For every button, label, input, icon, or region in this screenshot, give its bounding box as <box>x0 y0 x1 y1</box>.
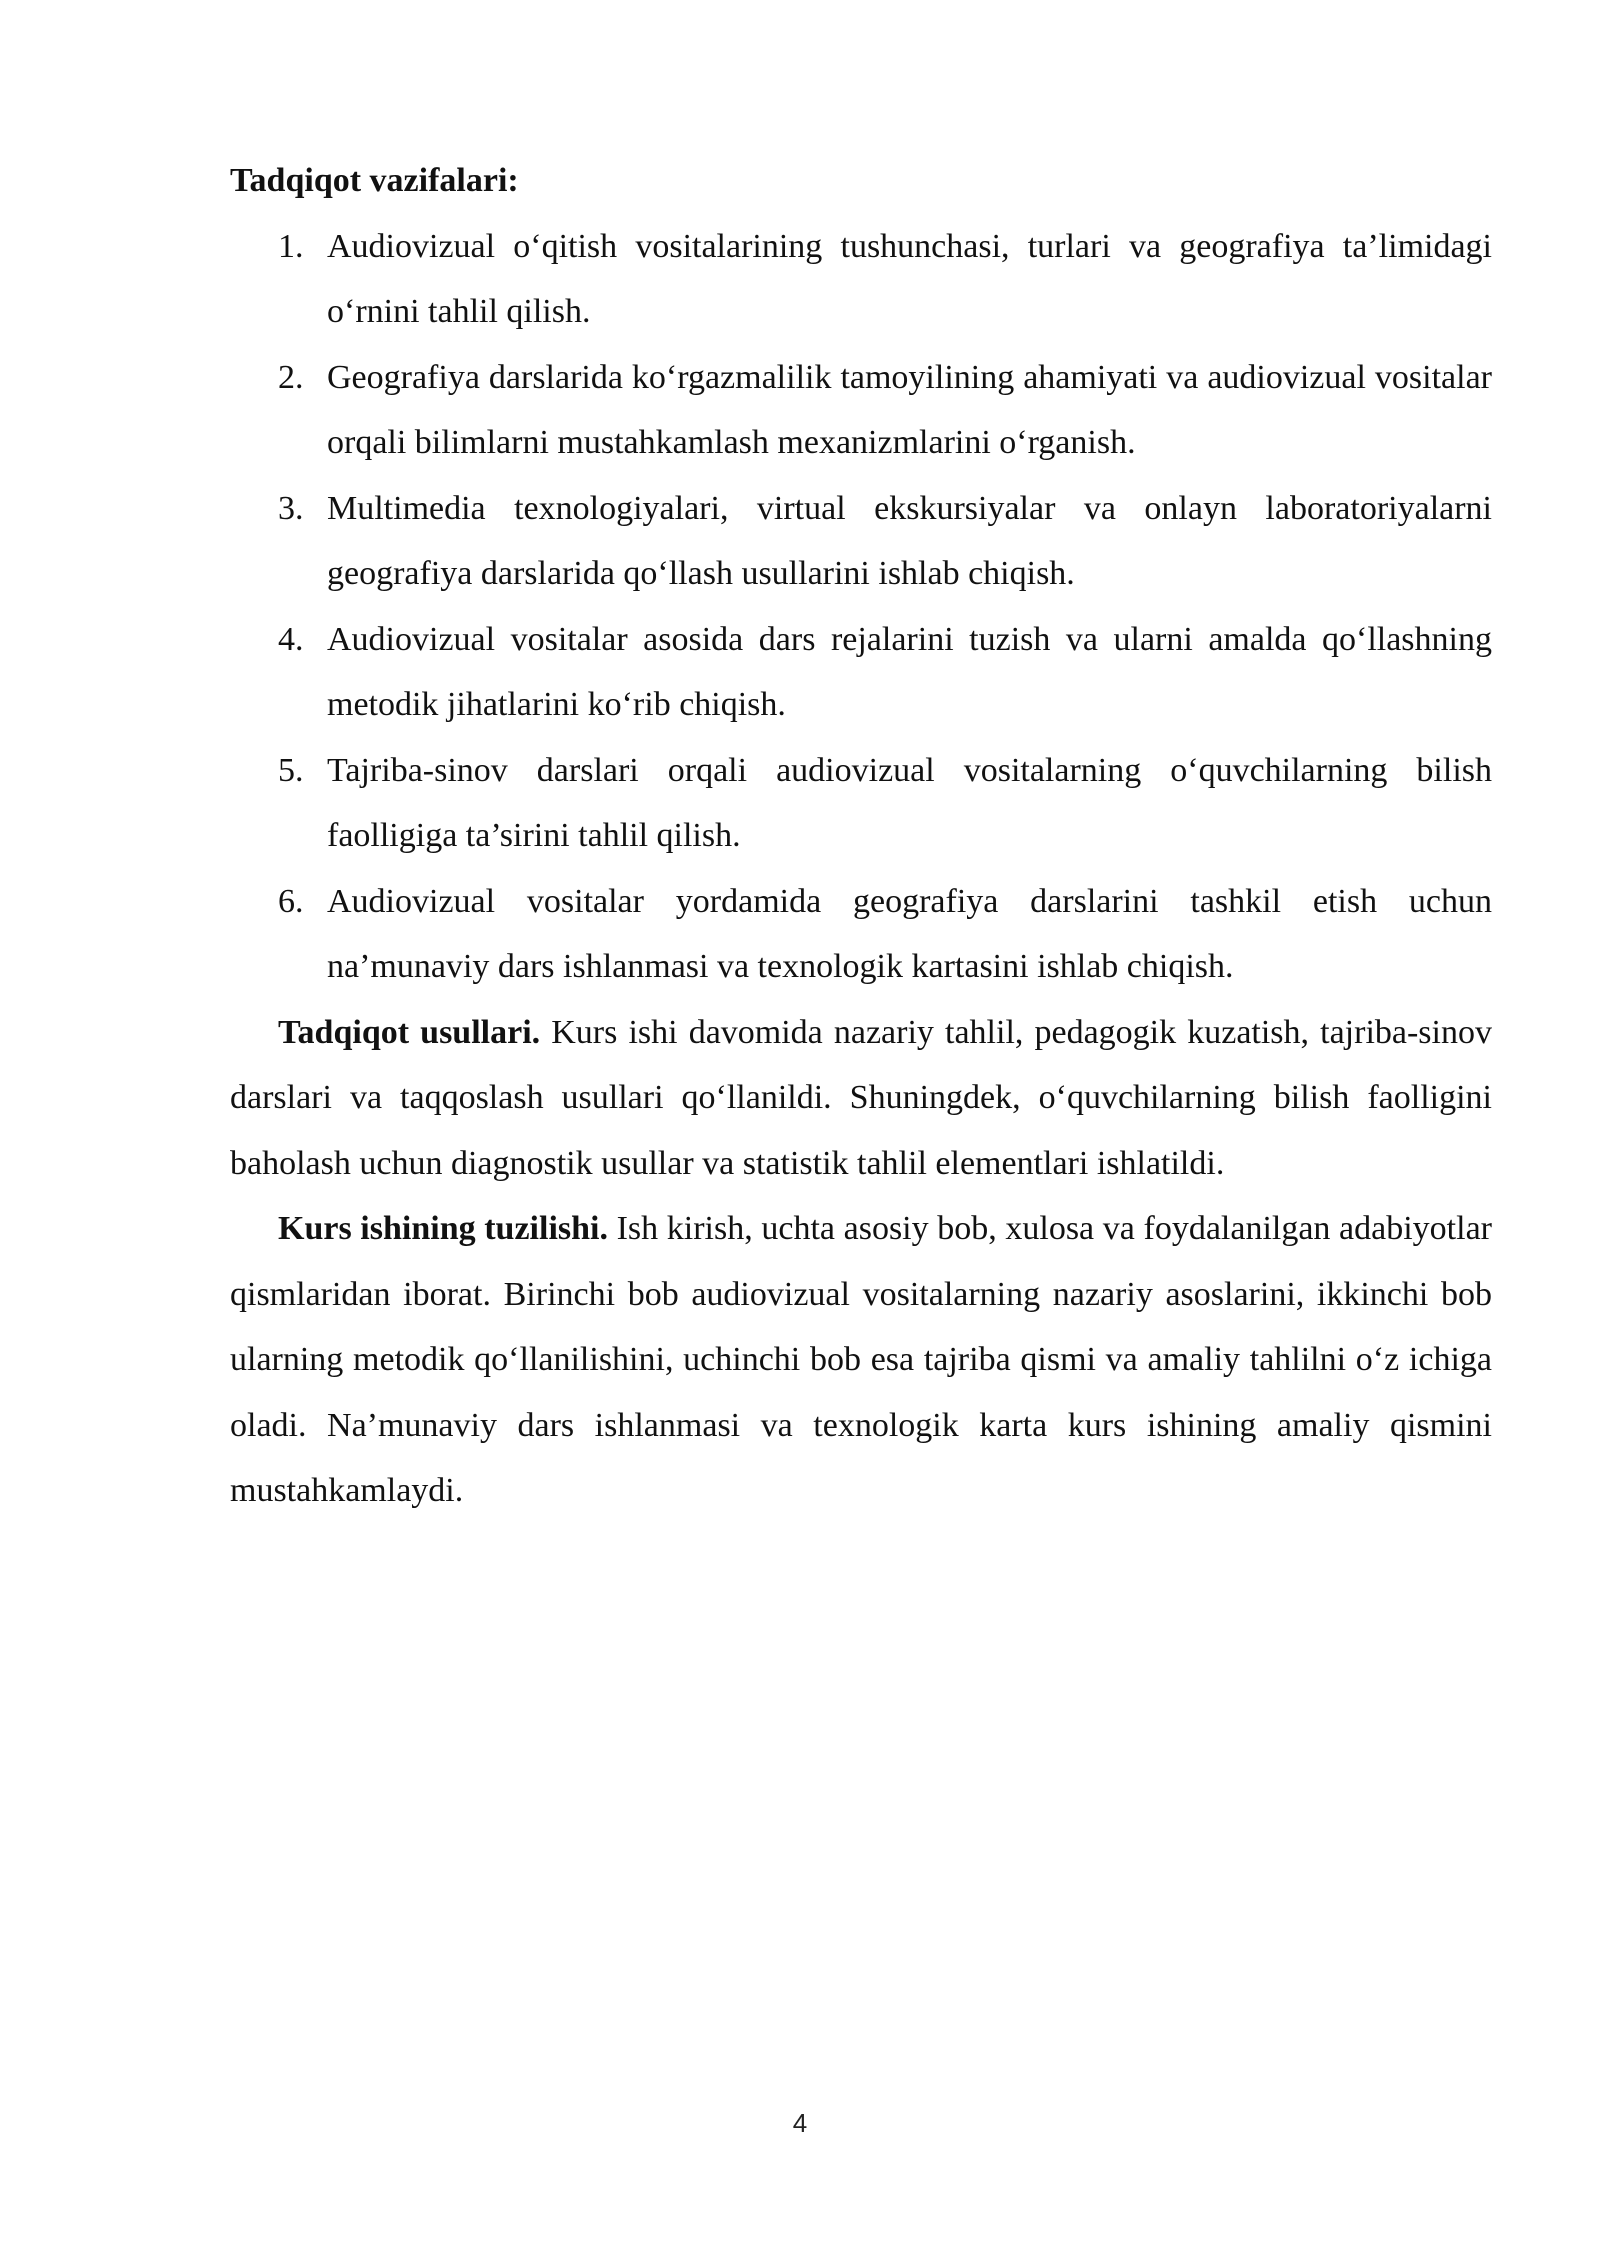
list-item-text: Multimedia texnologiyalari, virtual ekskursiyalar va onlayn laboratoriyalarni geografiya darslarida qo‘llash usullarini ishlab chiqish. <box>327 489 1492 592</box>
list-item <box>230 476 1492 607</box>
list-item-number: 3. <box>278 489 304 527</box>
list-item-number: 6. <box>278 882 304 920</box>
structure-text: Ish kirish, uchta asosiy bob, xulosa va foydalanilgan adabiyotlar qismlaridan iborat. Birinchi bob audiovizual vositalarning nazariy asoslarini, ikkinchi bob ularning metodik qo‘llanilishini, uchinchi bob esa tajriba qismi va amaliy tahlilni o‘z ichiga oladi. Na’munaviy dars ishlanmasi va texnologik karta kurs ishining amaliy qismini mustahkamlaydi. <box>230 1210 1492 1509</box>
list-item-text: Audiovizual o‘qitish vositalarining tushunchasi, turlari va geografiya ta’limidagi o‘rnini tahlil qilish. <box>327 227 1492 330</box>
list-item-number: 4. <box>278 620 304 658</box>
list-item-text: Audiovizual vositalar asosida dars rejalarini tuzish va ularni amalda qo‘llashning metodik jihatlarini ko‘rib chiqish. <box>327 620 1492 723</box>
structure-lead: Kurs ishining tuzilishi. <box>278 1210 608 1247</box>
list-item <box>230 738 1492 869</box>
list-item <box>230 607 1492 738</box>
list-item-text: Audiovizual vositalar yordamida geografiya darslarini tashkil etish uchun na’munaviy dars ishlanmasi va texnologik kartasini ishlab chiqish. <box>327 882 1492 985</box>
list-item <box>230 869 1492 1000</box>
tasks-list <box>230 214 1492 1000</box>
page-body <box>230 148 1492 1524</box>
methods-lead: Tadqiqot usullari. <box>278 1013 541 1051</box>
page-number: 4 <box>792 2108 808 2138</box>
methods-paragraph <box>230 1000 1492 1197</box>
list-item-number: 5. <box>278 751 304 789</box>
list-item <box>230 214 1492 345</box>
list-item-number: 2. <box>278 358 304 396</box>
list-item <box>230 345 1492 476</box>
list-item-number: 1. <box>278 227 304 265</box>
list-item-text: Tajriba-sinov darslari orqali audiovizual vositalarning o‘quvchilarning bilish faolligiga ta’sirini tahlil qilish. <box>327 751 1492 854</box>
structure-paragraph <box>230 1196 1492 1524</box>
section-heading: Tadqiqot vazifalari: <box>230 162 519 199</box>
list-item-text: Geografiya darslarida ko‘rgazmalilik tamoyilining ahamiyati va audiovizual vositalar orqali bilimlarni mustahkamlash mexanizmlarini o‘rganish. <box>327 358 1492 461</box>
methods-text: Kurs ishi davomida nazariy tahlil, pedagogik kuzatish, tajriba-sinov darslari va taqqoslash usullari qo‘llanildi. Shuningdek, o‘quvchilarning bilish faolligini baholash uchun diagnostik usullar va statistik tahlil elementlari ishlatildi. <box>230 1013 1492 1182</box>
